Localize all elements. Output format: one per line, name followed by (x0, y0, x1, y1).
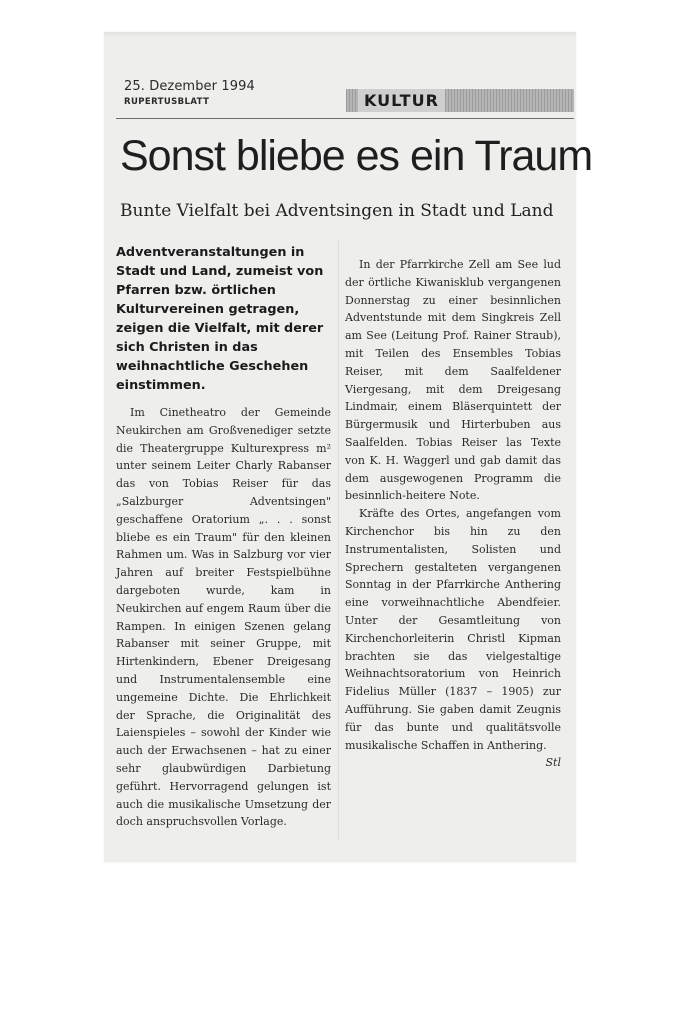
column-divider (338, 240, 339, 840)
subheadline: Bunte Vielfalt bei Adventsingen in Stadt und Land (120, 201, 554, 221)
publication-date: 25. Dezember 1994 (124, 79, 255, 94)
clipping-edge-shadow (104, 32, 576, 38)
article-column-2 (345, 256, 561, 772)
lead-paragraph: Adventveranstaltungen in Stadt und Land, zumeist von Pfarren bzw. örtlichen Kulturvereinen getragen, zeigen die Vielfalt, mit derer sich Christen in das weihnachtliche Geschehen einstimmen. (116, 245, 324, 393)
paragraph-anthering-text: Kräfte des Ortes, angefangen vom Kirchenchor bis hin zu den Instrumentalisten, Solisten und Sprechern gestalteten vergangenen Sonntag in der Pfarrkirche Anthering eine vorweihnachtliche Abendfeier. Unter der Gesamtleitung von Kirchenchorleiterin Christl Kipman brachten sie das vielgestaltige Weihnachtsoratorium von Heinrich Fidelius Müller (1837 – 1905) zur Aufführung. Sie gaben damit Zeugnis für das bunte und qualitätsvolle musikalische Schaffen in Anthering. (345, 507, 561, 752)
header-rule (116, 118, 574, 119)
author-signature: Stl (545, 756, 561, 770)
paragraph-zell-am-see: In der Pfarrkirche Zell am See lud der örtliche Kiwanisklub vergangenen Donnerstag zu einer besinnlichen Adventstunde mit dem Singkreis Zell am See (Leitung Prof. Rainer Straub), mit Teilen des Ensembles Tobias Reiser, mit dem Saalfeldener Viergesang, mit dem Dreigesang Lindmair, einem Bläserquintett der Bürgermusik und Hirterbuben aus Saalfelden. Tobias Reiser las Texte von K. H. Waggerl und gab damit das dem ausgewogenen Programm die besinnlich-heitere Note. (345, 258, 561, 503)
newspaper-name: RUPERTUSBLATT (124, 97, 210, 107)
paragraph-anthering (345, 505, 561, 770)
paragraph-neukirchen: Im Cinetheatro der Gemeinde Neukirchen am Großvenediger setzte die Theatergruppe Kulturexpress m² unter seinem Leiter Charly Rabanser das von Tobias Reiser für das „Salzburger Adventsingen" geschaffene Oratorium „. . . sonst bliebe es ein Traum" für den kleinen Rahmen um. Was in Salzburg vor vier Jahren auf breiter Festspielbühne dargeboten wurde, kam in Neukirchen auf engem Raum über die Rampen. In einigen Szenen gelang Rabanser mit seiner Gruppe, mit Hirtenkindern, Ebener Dreigesang und Instrumentalensemble eine ungemeine Dichte. Die Ehrlichkeit der Sprache, die Originalität des Laienspieles – sowohl der Kinder wie auch der Erwachsenen – hat zu einer sehr glaubwürdigen Darbietung geführt. Hervorragend gelungen ist auch die musikalische Umsetzung der doch anspruchsvollen Vorlage. (116, 406, 331, 829)
section-label: KULTUR (358, 89, 445, 112)
article-column-1 (116, 404, 331, 831)
headline: Sonst bliebe es ein Traum (120, 132, 593, 180)
